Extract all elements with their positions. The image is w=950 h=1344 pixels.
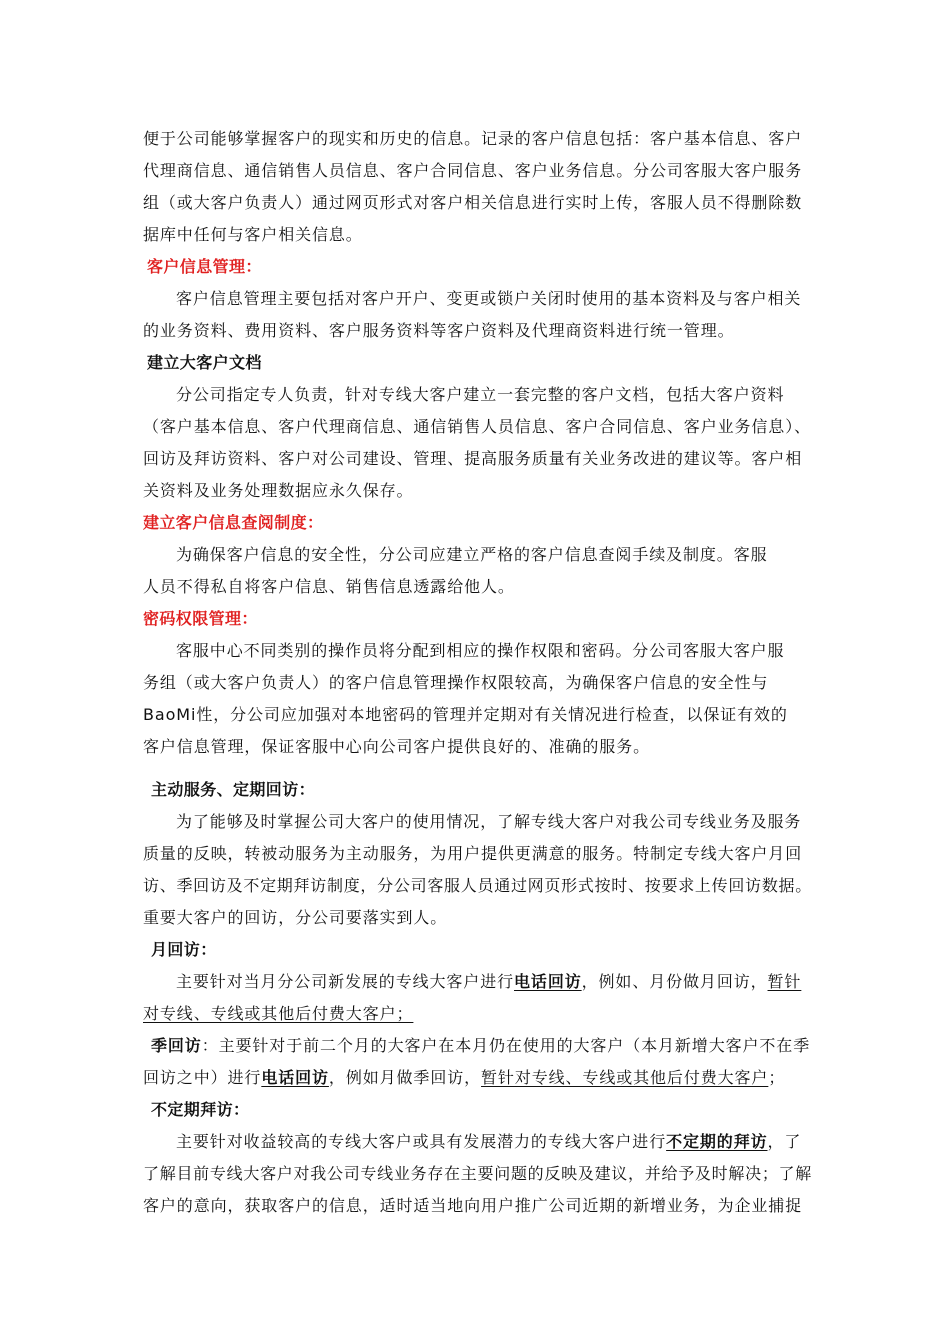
heading-customer-file: 建立大客户文档 xyxy=(147,353,262,372)
text-line: 客户信息管理，保证客服中心向公司客户提供良好的、准确的服务。 xyxy=(143,737,651,756)
text-line: 分公司指定专人负责，针对专线大客户建立一套完整的客户文档，包括大客户资料 xyxy=(176,385,785,404)
underlined-text: 对专线、专线或其他后付费大客户； xyxy=(143,1004,414,1023)
text-span: 主要针对收益较高的专线大客户或具有发展潜力的专线大客户进行 xyxy=(176,1132,667,1151)
text-line: 便于公司能够掌握客户的现实和历史的信息。记录的客户信息包括：客户基本信息、客户 xyxy=(143,129,803,148)
text-line xyxy=(143,1003,413,1025)
text-line: 重要大客户的回访，分公司要落实到人。 xyxy=(143,908,448,927)
text-line: 代理商信息、通信销售人员信息、客户合同信息、客户业务信息。分公司客服大客户服务 xyxy=(143,161,803,180)
text-line: 的业务资料、费用资料、客户服务资料等客户资料及代理商资料进行统一管理。 xyxy=(143,321,735,340)
quarterly-visit-label: 季回访 xyxy=(151,1036,202,1055)
underlined-text: 暂针对专线、专线或其他后付费大客户 xyxy=(481,1068,769,1087)
text-line: 质量的反映，转被动服务为主动服务，为用户提供更满意的服务。特制定专线大客户月回 xyxy=(143,844,803,863)
heading-monthly-visit: 月回访： xyxy=(151,940,217,959)
text-line: 回访及拜访资料、客户对公司建设、管理、提高服务质量有关业务改进的建议等。客户相 xyxy=(143,449,803,468)
text-span: ，例如、月份做月回访， xyxy=(581,972,768,991)
text-line xyxy=(176,971,801,993)
text-span: ：主要针对于前二个月的大客户在本月仍在使用的大客户（本月新增大客户不在季 xyxy=(201,1036,811,1055)
text-span: 回访之中）进行 xyxy=(143,1068,262,1087)
heading-customer-info-management: 客户信息管理： xyxy=(147,257,262,276)
heading-password-permission: 密码权限管理： xyxy=(143,609,258,628)
text-line: 务组（或大客户负责人）的客户信息管理操作权限较高，为确保客户信息的安全性与 xyxy=(143,673,769,692)
text-line: 为了能够及时掌握公司大客户的使用情况，了解专线大客户对我公司专线业务及服务 xyxy=(176,812,802,831)
text-line: 访、季回访及不定期拜访制度，分公司客服人员通过网页形式按时、按要求上传回访数据。 xyxy=(143,876,813,895)
text-line: 了解目前专线大客户对我公司专线业务存在主要问题的反映及建议，并给予及时解决；了解 xyxy=(143,1164,813,1183)
text-line: 客户信息管理主要包括对客户开户、变更或锁户关闭时使用的基本资料及与客户相关 xyxy=(176,289,802,308)
text-line xyxy=(143,1067,785,1089)
text-span: ； xyxy=(768,1068,786,1087)
text-line: 组（或大客户负责人）通过网页形式对客户相关信息进行实时上传，客服人员不得删除数 xyxy=(143,193,803,212)
irregular-visit-emphasis: 不定期的拜访 xyxy=(666,1132,768,1151)
underlined-text: 暂针 xyxy=(767,972,802,991)
text-line: 客户的意向，获取客户的信息，适时适当地向用户推广公司近期的新增业务，为企业捕捉 xyxy=(143,1196,803,1215)
text-line: 为确保客户信息的安全性，分公司应建立严格的客户信息查阅手续及制度。客服 xyxy=(176,545,768,564)
phone-visit-emphasis: 电话回访 xyxy=(261,1068,329,1087)
heading-proactive-service: 主动服务、定期回访： xyxy=(151,780,316,799)
text-line xyxy=(176,1131,801,1153)
text-line: 据库中任何与客户相关信息。 xyxy=(143,225,363,244)
text-line: （客户基本信息、客户代理商信息、通信销售人员信息、客户合同信息、客户业务信息）、 xyxy=(143,417,812,436)
heading-info-query-system: 建立客户信息查阅制度： xyxy=(143,513,324,532)
text-line: 客服中心不同类别的操作员将分配到相应的操作权限和密码。分公司客服大客户服 xyxy=(176,641,785,660)
text-line: 关资料及业务处理数据应永久保存。 xyxy=(143,481,414,500)
text-line: BaoMi性，分公司应加强对本地密码的管理并定期对有关情况进行检查，以保证有效的 xyxy=(143,705,788,724)
text-span: 主要针对当月分公司新发展的专线大客户进行 xyxy=(176,972,515,991)
text-line xyxy=(151,1035,810,1057)
heading-irregular-visit: 不定期拜访： xyxy=(151,1100,250,1119)
text-line: 人员不得私自将客户信息、销售信息透露给他人。 xyxy=(143,577,515,596)
text-span: ，了 xyxy=(767,1132,802,1151)
text-span: ，例如月做季回访， xyxy=(328,1068,482,1087)
phone-visit-emphasis: 电话回访 xyxy=(514,972,582,991)
